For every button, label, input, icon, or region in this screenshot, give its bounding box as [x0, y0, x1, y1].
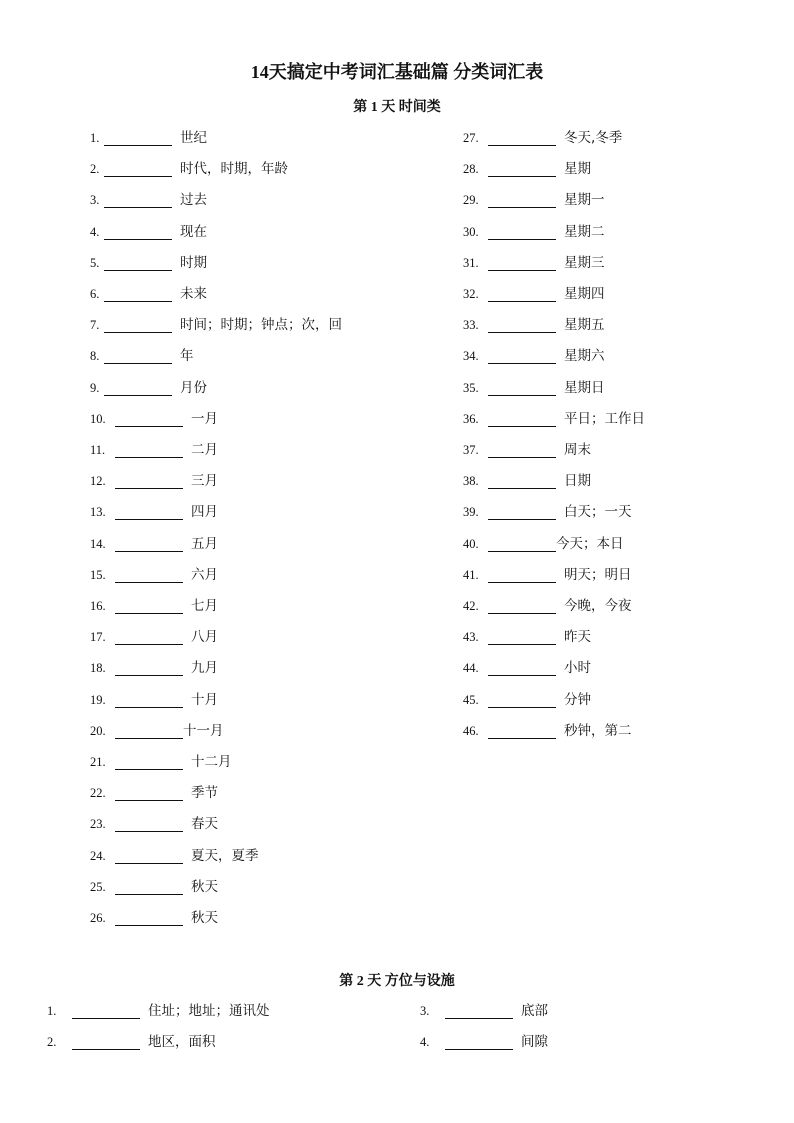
answer-blank[interactable]: [104, 130, 172, 146]
answer-blank[interactable]: [488, 660, 556, 676]
answer-blank[interactable]: [488, 192, 556, 208]
item-meaning: 秋天: [191, 878, 218, 895]
item-number: 24.: [90, 848, 106, 863]
vocab-item: [90, 750, 232, 770]
answer-blank[interactable]: [104, 224, 172, 240]
item-meaning: 月份: [180, 379, 207, 396]
item-meaning: 间隙: [521, 1034, 548, 1050]
item-meaning: 二月: [191, 442, 218, 458]
item-meaning: 冬天,冬季: [564, 130, 623, 146]
item-number: 10.: [90, 411, 106, 426]
item-meaning: 四月: [191, 504, 218, 521]
item-meaning: 十一月: [183, 722, 224, 739]
vocab-item: [463, 563, 632, 583]
section-title-day2: 第 2 天 方位与设施: [339, 974, 455, 989]
answer-blank[interactable]: [115, 692, 183, 708]
item-meaning: 星期日: [564, 379, 605, 396]
item-number: 8.: [90, 349, 100, 364]
item-number: 16.: [90, 599, 106, 613]
item-meaning: 星期二: [564, 223, 605, 240]
item-meaning: 星期: [564, 161, 591, 178]
item-meaning: 夏天，夏季: [191, 847, 259, 864]
item-number: 1.: [47, 1004, 57, 1018]
item-number: 1.: [90, 131, 100, 145]
item-number: 19.: [90, 692, 106, 707]
vocab-item: [90, 313, 342, 333]
item-meaning: 季节: [191, 785, 218, 802]
answer-blank[interactable]: [488, 161, 556, 177]
item-meaning: 六月: [191, 566, 218, 583]
item-number: 23.: [90, 817, 106, 832]
item-number: 12.: [90, 474, 106, 489]
answer-blank[interactable]: [115, 816, 183, 832]
answer-blank[interactable]: [445, 1003, 513, 1019]
item-number: 9.: [90, 380, 100, 395]
item-meaning: 星期四: [564, 286, 605, 302]
item-meaning: 白天；一天: [564, 504, 632, 521]
vocab-item: [90, 344, 194, 364]
vocab-item: [90, 188, 207, 208]
vocab-item: [90, 282, 207, 302]
vocab-item: [90, 688, 218, 708]
item-meaning: 小时: [564, 660, 591, 677]
vocab-item: [90, 719, 224, 739]
vocab-item: [90, 875, 218, 895]
answer-blank[interactable]: [488, 255, 556, 271]
answer-blank[interactable]: [488, 348, 556, 364]
item-number: 20.: [90, 723, 106, 738]
item-number: 42.: [463, 599, 479, 613]
item-meaning: 十二月: [191, 754, 232, 770]
item-meaning: 时间；时期；钟点；次，回: [180, 317, 342, 334]
vocab-item: [463, 719, 632, 739]
item-meaning: 时代，时期，年龄: [180, 161, 288, 178]
vocab-item: [463, 500, 632, 520]
answer-blank[interactable]: [488, 380, 556, 396]
answer-blank[interactable]: [115, 598, 183, 614]
item-meaning: 周末: [564, 442, 591, 458]
answer-blank[interactable]: [115, 785, 183, 801]
answer-blank[interactable]: [488, 411, 556, 427]
vocab-item: [463, 157, 591, 177]
answer-blank[interactable]: [115, 411, 183, 427]
answer-blank[interactable]: [115, 754, 183, 770]
answer-blank[interactable]: [104, 348, 172, 364]
answer-blank[interactable]: [488, 130, 556, 146]
answer-blank[interactable]: [488, 598, 556, 614]
item-meaning: 住址；地址；通讯处: [148, 1003, 270, 1019]
item-meaning: 过去: [180, 192, 207, 209]
item-number: 36.: [463, 411, 479, 426]
item-number: 37.: [463, 443, 479, 457]
item-meaning: 七月: [191, 598, 218, 614]
item-meaning: 星期六: [564, 348, 605, 365]
item-number: 28.: [463, 162, 479, 177]
item-number: 25.: [90, 879, 106, 894]
item-meaning: 平日；工作日: [564, 410, 645, 427]
item-meaning: 未来: [180, 286, 207, 302]
answer-blank[interactable]: [115, 848, 183, 864]
answer-blank[interactable]: [104, 317, 172, 333]
vocab-item: [463, 407, 645, 427]
item-meaning: 八月: [191, 629, 218, 646]
answer-blank[interactable]: [104, 192, 172, 208]
vocab-item: [90, 656, 218, 676]
answer-blank[interactable]: [488, 723, 556, 739]
answer-blank[interactable]: [115, 879, 183, 895]
answer-blank[interactable]: [115, 536, 183, 552]
item-number: 7.: [90, 318, 100, 333]
answer-blank[interactable]: [488, 536, 556, 552]
answer-blank[interactable]: [104, 286, 172, 302]
item-number: 44.: [463, 661, 479, 676]
vocab-item: [90, 438, 218, 458]
item-number: 45.: [463, 692, 479, 707]
vocab-item: [463, 469, 591, 489]
vocab-item: [47, 999, 270, 1019]
answer-blank[interactable]: [488, 286, 556, 302]
item-meaning: 十月: [191, 691, 218, 708]
vocab-item: [463, 376, 605, 396]
item-meaning: 五月: [191, 535, 218, 552]
vocab-item: [463, 126, 622, 146]
vocab-item: [463, 625, 591, 645]
item-meaning: 春天: [191, 816, 218, 833]
item-meaning: 明天；明日: [564, 566, 632, 583]
item-meaning: 今天；本日: [556, 535, 624, 552]
answer-blank[interactable]: [115, 910, 183, 926]
answer-blank[interactable]: [72, 1003, 140, 1019]
vocab-item: [420, 1030, 548, 1050]
item-number: 39.: [463, 505, 479, 520]
item-number: 11.: [90, 443, 106, 457]
answer-blank[interactable]: [488, 442, 556, 458]
vocab-item: [90, 906, 218, 926]
item-number: 33.: [463, 318, 479, 333]
item-number: 4.: [420, 1035, 430, 1049]
answer-blank[interactable]: [104, 380, 172, 396]
item-number: 22.: [90, 786, 106, 801]
vocab-item: [463, 656, 591, 676]
answer-blank[interactable]: [488, 317, 556, 333]
vocab-item: [90, 407, 218, 427]
answer-blank[interactable]: [488, 504, 556, 520]
vocab-item: [90, 500, 218, 520]
answer-blank[interactable]: [115, 629, 183, 645]
item-number: 4.: [90, 224, 100, 239]
vocab-item: [90, 781, 218, 801]
item-number: 15.: [90, 567, 106, 582]
item-number: 32.: [463, 287, 479, 301]
vocab-item: [463, 313, 605, 333]
item-number: 41.: [463, 567, 479, 582]
vocab-item: [463, 220, 605, 240]
answer-blank[interactable]: [72, 1034, 140, 1050]
answer-blank[interactable]: [488, 224, 556, 240]
vocab-item: [47, 1030, 216, 1050]
answer-blank[interactable]: [115, 473, 183, 489]
vocab-item: [90, 220, 207, 240]
vocab-item: [90, 594, 218, 614]
item-number: 27.: [463, 131, 479, 145]
item-meaning: 底部: [521, 1003, 548, 1019]
item-meaning: 世纪: [180, 130, 207, 146]
item-meaning: 星期三: [564, 254, 605, 271]
item-meaning: 地区，面积: [148, 1034, 216, 1050]
item-number: 26.: [90, 911, 106, 925]
item-number: 21.: [90, 755, 106, 769]
item-number: 3.: [90, 193, 100, 208]
item-number: 31.: [463, 255, 479, 270]
vocab-item: [90, 844, 259, 864]
vocab-item: [90, 376, 207, 396]
answer-blank[interactable]: [488, 692, 556, 708]
section-title-day1: 第 1 天 时间类: [353, 100, 441, 115]
item-meaning: 时期: [180, 254, 207, 271]
vocab-item: [90, 812, 218, 832]
vocab-item: [420, 999, 548, 1019]
item-number: 43.: [463, 630, 479, 645]
item-meaning: 现在: [180, 223, 207, 240]
item-number: 6.: [90, 287, 100, 301]
vocab-item: [463, 532, 624, 552]
vocab-item: [90, 625, 218, 645]
vocab-item: [463, 688, 591, 708]
item-number: 34.: [463, 349, 479, 364]
item-meaning: 昨天: [564, 629, 591, 646]
answer-blank[interactable]: [115, 567, 183, 583]
item-meaning: 秋天: [191, 910, 218, 926]
vocab-item: [463, 594, 632, 614]
item-number: 38.: [463, 474, 479, 489]
answer-blank[interactable]: [104, 161, 172, 177]
item-number: 30.: [463, 224, 479, 239]
item-number: 40.: [463, 536, 479, 551]
vocab-item: [463, 251, 605, 271]
item-meaning: 分钟: [564, 691, 591, 708]
item-meaning: 今晚，今夜: [564, 598, 632, 614]
answer-blank[interactable]: [115, 504, 183, 520]
item-meaning: 一月: [191, 410, 218, 427]
item-number: 18.: [90, 661, 106, 676]
answer-blank[interactable]: [115, 442, 183, 458]
item-number: 29.: [463, 193, 479, 208]
item-number: 2.: [90, 162, 100, 177]
vocab-item: [90, 563, 218, 583]
answer-blank[interactable]: [488, 567, 556, 583]
vocab-item: [90, 532, 218, 552]
item-meaning: 秒钟，第二: [564, 722, 632, 739]
item-number: 2.: [47, 1035, 57, 1049]
vocab-item: [90, 126, 207, 146]
page-title: 14天搞定中考词汇基础篇 分类词汇表: [250, 62, 544, 82]
answer-blank[interactable]: [488, 629, 556, 645]
answer-blank[interactable]: [445, 1034, 513, 1050]
item-meaning: 日期: [564, 473, 591, 490]
vocab-item: [463, 344, 605, 364]
vocab-item: [463, 438, 591, 458]
item-number: 35.: [463, 380, 479, 395]
answer-blank[interactable]: [104, 255, 172, 271]
answer-blank[interactable]: [115, 723, 183, 739]
item-number: 46.: [463, 723, 479, 738]
item-number: 17.: [90, 630, 106, 645]
vocab-item: [90, 157, 288, 177]
item-number: 14.: [90, 536, 106, 551]
answer-blank[interactable]: [115, 660, 183, 676]
item-number: 3.: [420, 1004, 430, 1018]
vocab-item: [90, 469, 218, 489]
vocab-item: [463, 282, 605, 302]
vocab-item: [90, 251, 207, 271]
item-meaning: 九月: [191, 660, 218, 677]
item-meaning: 三月: [191, 473, 218, 490]
item-meaning: 星期五: [564, 317, 605, 334]
answer-blank[interactable]: [488, 473, 556, 489]
item-number: 13.: [90, 505, 106, 520]
item-meaning: 年: [180, 348, 194, 365]
item-number: 5.: [90, 255, 100, 270]
item-meaning: 星期一: [564, 192, 605, 209]
vocab-item: [463, 188, 605, 208]
